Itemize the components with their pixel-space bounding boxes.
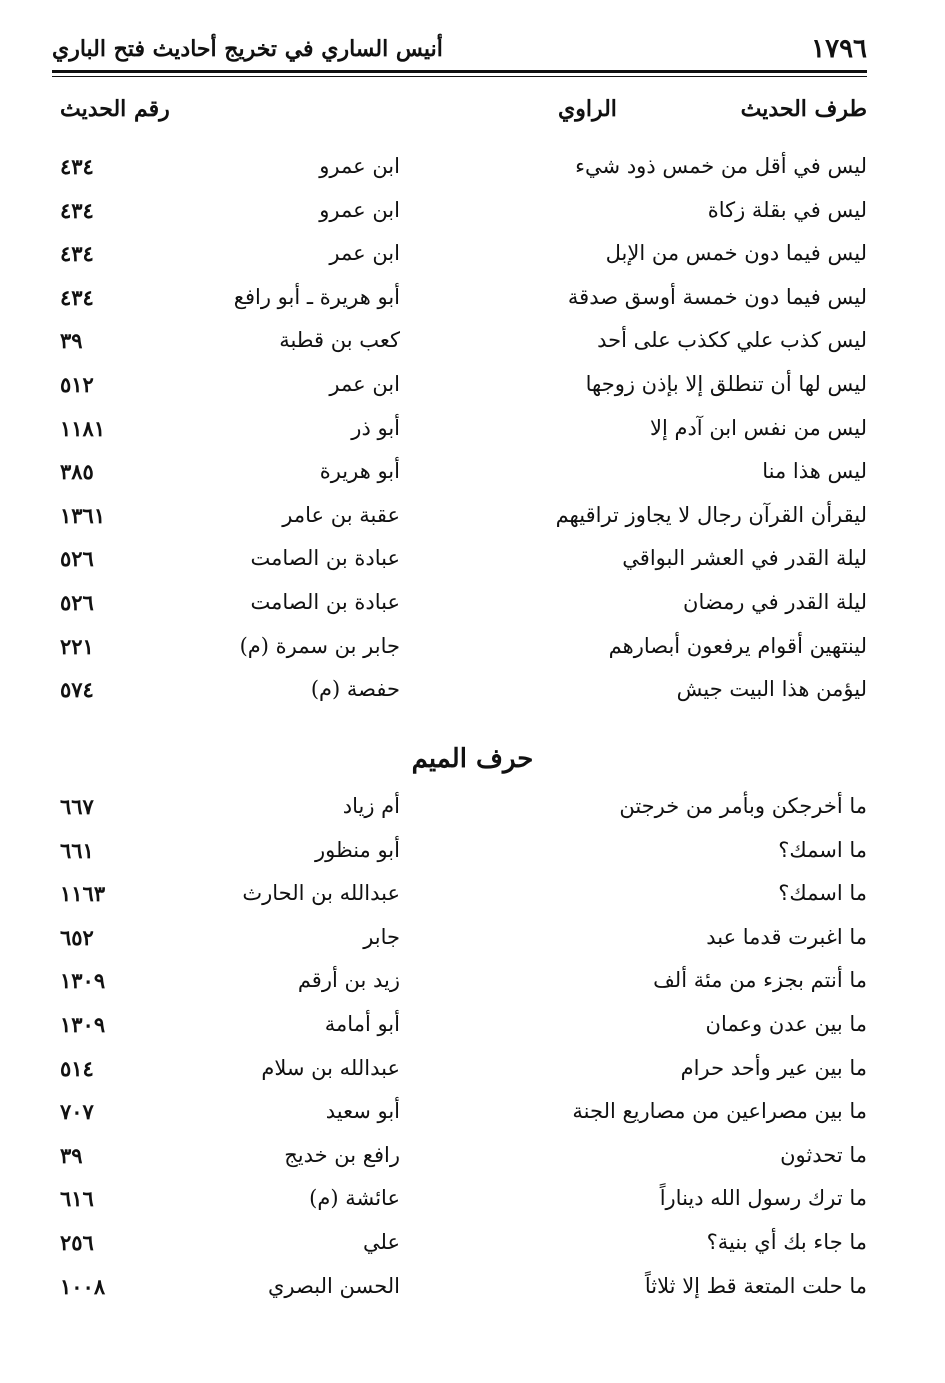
narrator-name: ابن عمرو [319, 154, 400, 178]
column-header-number: رقم الحديث [60, 96, 170, 122]
hadith-text: ما بين عدن وعمان [705, 1011, 867, 1036]
hadith-number: ٥٧٤ [60, 677, 94, 703]
hadith-text: ليلة القدر في رمضان [683, 589, 867, 614]
index-row [60, 584, 867, 628]
index-row [60, 788, 867, 832]
narrator-name: رافع بن خديج [284, 1142, 400, 1167]
hadith-number: ٣٨٥ [60, 459, 94, 485]
index-row [60, 1006, 867, 1050]
narrator-name: ابن عمرو [319, 197, 400, 222]
index-row [60, 671, 867, 715]
index-row [60, 366, 867, 410]
column-headers [60, 96, 867, 130]
index-row [60, 1268, 867, 1312]
narrator-name: عقبة بن عامر [282, 502, 400, 527]
index-row [60, 192, 867, 236]
narrator-name: أبو هريرة [319, 459, 400, 484]
index-row [60, 453, 867, 497]
hadith-number: ٥٢٦ [60, 589, 94, 615]
narrator-name: أم زياد [342, 794, 400, 818]
hadith-text: ما اغبرت قدما عبد [706, 924, 867, 949]
hadith-text: ليس كذب علي ككذب على أحد [597, 328, 867, 353]
index-row [60, 919, 867, 963]
narrator-name: ابن عمر [329, 371, 400, 396]
hadith-text: لينتهين أقوام يرفعون أبصارهم [608, 633, 867, 658]
hadith-number: ٦٦١ [60, 837, 94, 863]
index-row [60, 540, 867, 584]
hadith-text: ما ترك رسول الله ديناراً [659, 1186, 867, 1211]
hadith-text: ما اسمك؟ [778, 837, 867, 862]
narrator-name: علي [363, 1229, 400, 1254]
hadith-text: ليلة القدر في العشر البواقي [622, 546, 867, 571]
hadith-text: ليس فيما دون خمسة أوسق صدقة [567, 284, 867, 309]
hadith-text: ليقرأن القرآن رجال لا يجاوز تراقيهم [555, 502, 867, 527]
hadith-number: ٦٦٧ [60, 794, 94, 819]
index-row [60, 875, 867, 919]
hadith-number: ٣٩ [60, 1142, 83, 1168]
hadith-number: ١١٨١ [60, 415, 106, 441]
column-header-narrator: الراوي [558, 96, 617, 122]
hadith-number: ٤٣٤ [60, 241, 94, 267]
hadith-number: ٤٣٤ [60, 154, 94, 179]
narrator-name: أبو منظور [314, 837, 400, 862]
section-heading-mim: حرف الميم [411, 744, 534, 774]
hadith-text: ما تحدثون [780, 1142, 867, 1167]
narrator-name: الحسن البصري [268, 1273, 400, 1298]
hadith-number: ٦٥٢ [60, 924, 94, 950]
hadith-text: ليؤمن هذا البيت جيش [676, 677, 867, 702]
hadith-number: ٢٥٦ [60, 1229, 94, 1255]
hadith-number: ٥١٢ [60, 371, 94, 397]
narrator-name: أبو أمامة [324, 1011, 400, 1036]
header-rule-thick [52, 70, 867, 73]
header-rule-thin [52, 76, 867, 77]
index-row [60, 1224, 867, 1268]
index-row [60, 322, 867, 366]
hadith-number: ١٠٠٨ [60, 1273, 106, 1299]
page-number: ١٧٩٦ [811, 34, 867, 64]
hadith-number: ٧٠٧ [60, 1099, 94, 1125]
hadith-text: ما اسمك؟ [778, 881, 867, 906]
hadith-text: ما أخرجكن وبأمر من خرجتن [619, 794, 867, 818]
index-row [60, 1093, 867, 1137]
narrator-name: كعب بن قطبة [279, 328, 400, 353]
hadith-text: ما حلت المتعة قط إلا ثلاثاً [644, 1273, 867, 1298]
narrator-name: عبادة بن الصامت [250, 589, 400, 614]
hadith-text: ما جاء بك أي بنية؟ [706, 1229, 867, 1254]
narrator-name: أبو ذر [351, 415, 400, 440]
column-header-hadith: طرف الحديث [740, 96, 867, 122]
index-row [60, 410, 867, 454]
index-row [60, 235, 867, 279]
index-section-mim [60, 788, 867, 1311]
narrator-name: زيد بن أرقم [297, 968, 400, 993]
narrator-name: جابر [363, 924, 400, 949]
running-head [52, 30, 867, 70]
index-row [60, 628, 867, 672]
hadith-number: ٢٢١ [60, 633, 94, 659]
hadith-text: ما بين عير وأحد حرام [680, 1055, 867, 1080]
index-row [60, 1180, 867, 1224]
hadith-text: ليس في بقلة زكاة [707, 197, 867, 222]
narrator-name: عائشة (م) [309, 1186, 400, 1211]
index-section-lam [60, 148, 867, 715]
hadith-text: ما أنتم بجزء من مئة ألف [653, 968, 867, 993]
index-row [60, 148, 867, 192]
narrator-name: أبو سعيد [325, 1099, 400, 1124]
hadith-number: ٥٢٦ [60, 546, 94, 572]
narrator-name: ابن عمر [329, 241, 400, 266]
narrator-name: أبو هريرة ـ أبو رافع [233, 284, 400, 309]
hadith-number: ٤٣٤ [60, 284, 94, 310]
hadith-number: ٦١٦ [60, 1186, 94, 1212]
book-title: أنيس الساري في تخريج أحاديث فتح الباري [52, 36, 443, 62]
index-row [60, 1137, 867, 1181]
hadith-number: ١٣٠٩ [60, 968, 106, 994]
hadith-text: ليس لها أن تنطلق إلا بإذن زوجها [585, 371, 867, 396]
hadith-text: ليس من نفس ابن آدم إلا [649, 415, 867, 440]
narrator-name: عبادة بن الصامت [250, 546, 400, 571]
narrator-name: عبدالله بن الحارث [242, 881, 400, 906]
hadith-text: ليس فيما دون خمس من الإبل [605, 241, 867, 266]
hadith-number: ١٣٠٩ [60, 1011, 106, 1037]
hadith-number: ١٣٦١ [60, 502, 106, 528]
hadith-number: ١١٦٣ [60, 881, 106, 907]
hadith-number: ٤٣٤ [60, 197, 94, 223]
index-row [60, 832, 867, 876]
index-row [60, 1050, 867, 1094]
hadith-number: ٥١٤ [60, 1055, 94, 1081]
hadith-number: ٣٩ [60, 328, 83, 354]
hadith-text: ليس في أقل من خمس ذود شيء [575, 154, 867, 178]
hadith-text: ما بين مصراعين من مصاريع الجنة [572, 1099, 867, 1124]
index-row [60, 962, 867, 1006]
hadith-text: ليس هذا منا [762, 459, 867, 484]
index-row [60, 497, 867, 541]
narrator-name: عبدالله بن سلام [261, 1055, 400, 1080]
narrator-name: جابر بن سمرة (م) [239, 633, 400, 658]
narrator-name: حفصة (م) [310, 677, 400, 702]
index-row [60, 279, 867, 323]
